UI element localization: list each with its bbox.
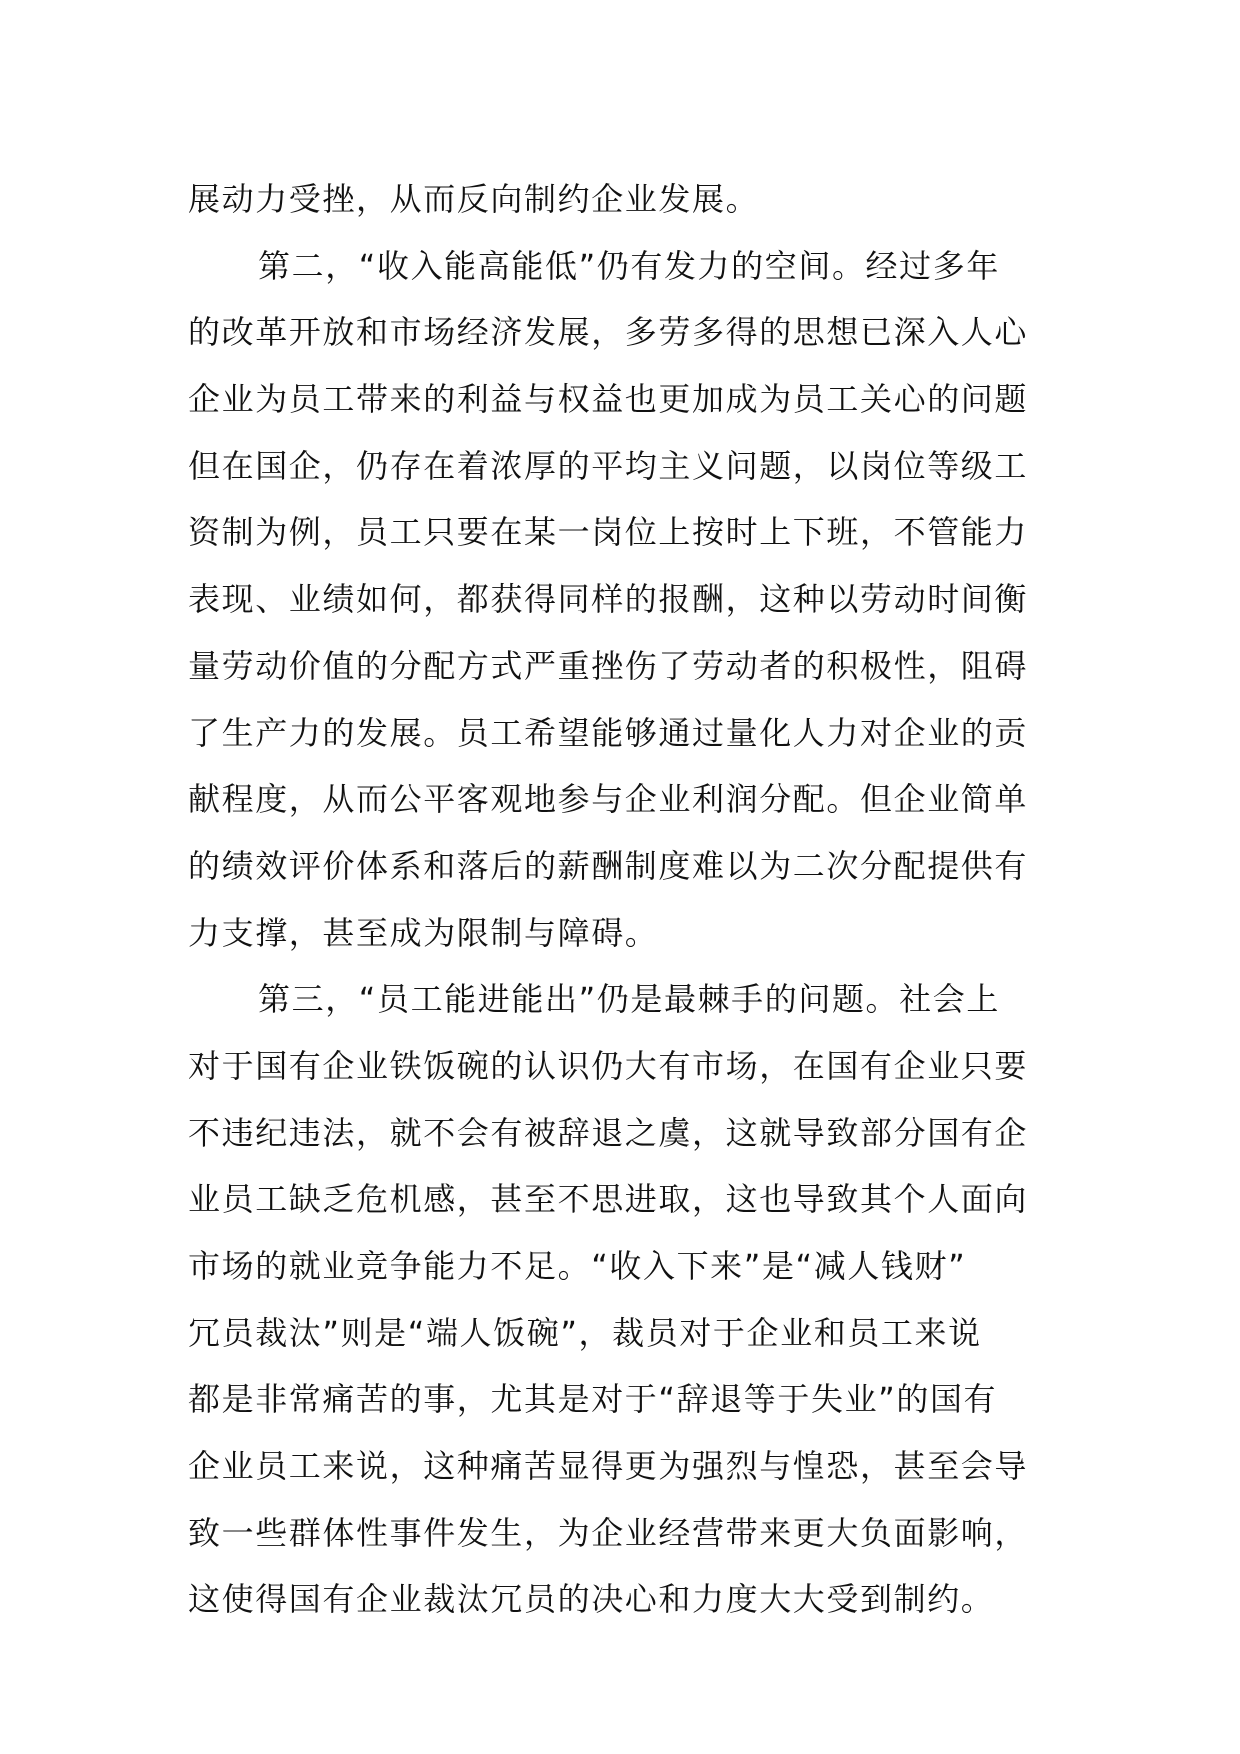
text-line-6: 资制为例，员工只要在某一岗位上按时上下班，不管能力: [188, 513, 1029, 552]
text-line-17: 市场的就业竞争能力不足。“收入下来”是“减人钱财”: [188, 1247, 967, 1285]
body-text: [188, 166, 1058, 1633]
text-line-12: 力支撑，甚至成为限制与障碍。: [188, 913, 659, 952]
text-line-9: 了生产力的发展。员工希望能够通过量化人力对企业的贡: [188, 713, 1029, 752]
paragraph-second-start: 第二，“收入能高能低”仍有发力的空间。经过多年: [258, 246, 1000, 285]
text-line-16: 业员工缺乏危机感，甚至不思进取，这也导致其个人面向: [188, 1180, 1029, 1219]
text-line-11: 的绩效评价体系和落后的薪酬制度难以为二次分配提供有: [188, 846, 1029, 885]
text-line-7: 表现、业绩如何，都获得同样的报酬，这种以劳动时间衡: [188, 580, 1029, 619]
text-line-21: 致一些群体性事件发生，为企业经营带来更大负面影响，: [188, 1513, 1029, 1552]
text-line-1: 展动力受挫，从而反向制约企业发展。: [188, 180, 760, 218]
text-line-20: 企业员工来说，这种痛苦显得更为强烈与惶恐，甚至会导: [188, 1447, 1029, 1486]
text-line-15: 不违纪违法，就不会有被辞退之虞，这就导致部分国有企: [188, 1113, 1029, 1152]
text-line-8: 量劳动价值的分配方式严重挫伤了劳动者的积极性，阻碍: [188, 646, 1029, 685]
text-line-4: 企业为员工带来的利益与权益也更加成为员工关心的问题: [188, 380, 1029, 419]
paragraph-third-start: 第三，“员工能进能出”仍是最棘手的问题。社会上: [258, 980, 1000, 1019]
text-line-19: 都是非常痛苦的事，尤其是对于“辞退等于失业”的国有: [188, 1380, 998, 1419]
text-line-3: 的改革开放和市场经济发展，多劳多得的思想已深入人心: [188, 313, 1029, 352]
text-line-10: 献程度，从而公平客观地参与企业利润分配。但企业简单: [188, 780, 1029, 819]
text-line-22: 这使得国有企业裁汰冗员的决心和力度大大受到制约。: [188, 1580, 995, 1619]
text-line-18: 冗员裁汰”则是“端人饭碗”，裁员对于企业和员工来说: [188, 1313, 982, 1352]
text-line-5: 但在国企，仍存在着浓厚的平均主义问题，以岗位等级工: [188, 446, 1029, 485]
text-line-14: 对于国有企业铁饭碗的认识仍大有市场，在国有企业只要: [188, 1046, 1029, 1085]
